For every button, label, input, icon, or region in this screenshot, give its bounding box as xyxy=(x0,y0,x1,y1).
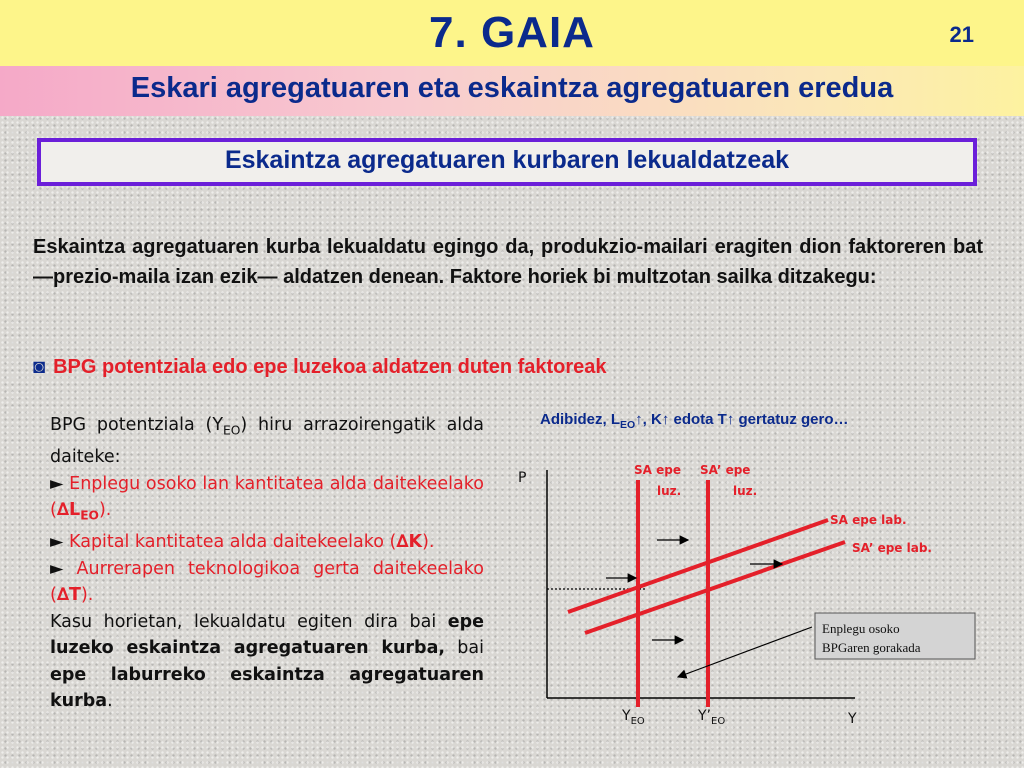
item-technology-delta: ∆T xyxy=(56,585,81,605)
sa-prime-short-run-curve xyxy=(585,542,845,633)
arrow-bullet-icon: ► xyxy=(50,558,64,579)
slide-title: 7. GAIA xyxy=(429,8,595,57)
item-technology-close: ). xyxy=(80,585,94,605)
closing-bold-2: epe laburreko eskaintza agregatuaren kurba xyxy=(50,664,484,711)
left-p1-pre: BPG potentziala (Y xyxy=(50,415,224,435)
x-tick-yeo-prime xyxy=(697,708,725,727)
sa-prime-long-run-label-2: luz. xyxy=(733,484,758,498)
annotation-pointer-arrow xyxy=(678,627,812,677)
slide-subtitle: Eskari agregatuaren eta eskaintza agregatuaren eredua xyxy=(130,72,894,104)
caption-sub: EO xyxy=(620,419,636,431)
closing-mid: bai xyxy=(445,638,484,658)
item-capital-delta: ∆K xyxy=(396,532,423,552)
item-capital-text: Kapital kantitatea alda daitekeelako ( xyxy=(69,532,397,552)
closing-pre: Kasu horietan, lekualdatu egiten dira bai xyxy=(50,611,448,632)
item-labor-close: ). xyxy=(98,500,112,520)
sa-short-run-label: SA epe lab. xyxy=(830,513,907,527)
left-p1-post: ) hiru arrazoirengatik alda daiteke: xyxy=(50,415,484,467)
arrow-bullet-icon: ► xyxy=(50,473,64,494)
annotation-line-1: Enplegu osoko xyxy=(822,621,900,636)
item-labor-delta: ∆L xyxy=(56,500,81,520)
y-axis-label: P xyxy=(518,470,527,486)
sa-prime-short-run-label: SA’ epe lab. xyxy=(852,541,932,555)
item-technology-text: Aurrerapen teknologikoa gerta daitekeelako ( xyxy=(50,558,484,605)
sa-prime-long-run-label-1: SA’ epe xyxy=(700,463,751,477)
closing-bold-1: epe luzeko eskaintza agregatuaren kurba, xyxy=(50,611,484,658)
factors-heading-text: BPG potentziala edo epe luzekoa aldatzen duten faktoreak xyxy=(53,356,607,378)
sa-long-run-label-1: SA epe xyxy=(634,463,681,477)
x-axis-label: Y xyxy=(848,711,857,727)
intro-paragraph: Eskaintza agregatuaren kurba lekualdatu egingo da, produkzio-mailari eragiten dion faktoreren bat —prezio-maila izan ezik— aldatzen denean. Faktore horiek bi multzotan sailka ditzakegu: xyxy=(33,236,983,288)
closing-end: . xyxy=(107,691,113,711)
x-tick-yeo xyxy=(621,708,645,727)
x-tick-yeo-prime-sub: EO xyxy=(711,716,726,727)
x-tick-yeo-prime-main: Y’ xyxy=(698,708,712,724)
page-number: 21 xyxy=(949,22,974,47)
x-tick-yeo-sub: EO xyxy=(630,716,645,727)
arrow-bullet-icon: ► xyxy=(50,532,64,552)
section-heading: Eskaintza agregatuaren kurbaren lekualdatzeak xyxy=(224,146,790,174)
item-labor-text: Enplegu osoko lan kantitatea alda daitekeelako ( xyxy=(50,473,484,520)
bullet-icon: ◙ xyxy=(33,356,46,378)
caption-pre: Adibidez, L xyxy=(540,411,620,428)
left-p1-sub: EO xyxy=(223,423,241,438)
x-tick-yeo-main: Y xyxy=(622,708,631,724)
caption-post: ↑, K↑ edota T↑ gertatuz gero… xyxy=(635,411,849,428)
sa-short-run-curve xyxy=(568,520,828,612)
item-capital-close: ). xyxy=(422,532,435,552)
item-labor-sub: EO xyxy=(80,508,99,523)
sa-long-run-label-2: luz. xyxy=(657,484,682,498)
annotation-line-2: BPGaren gorakada xyxy=(822,640,921,655)
